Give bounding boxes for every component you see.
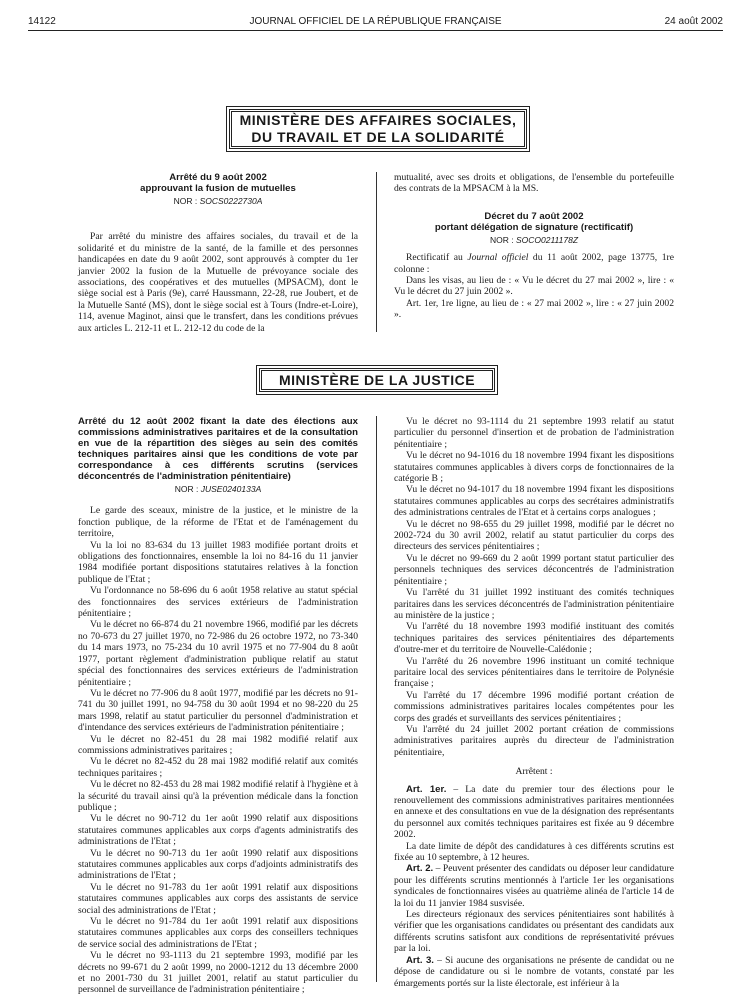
article-2-paragraph-2: Les directeurs régionaux des services pénitentiaires sont habilités à vérifier que les organisations candidates ou présentant des candidats aux différents scrutins satisfont aux conditions de représentativité prévues par la loi. [394, 909, 674, 955]
nor-reference [78, 196, 358, 207]
visa-paragraph: Vu le décret no 77-906 du 8 août 1977, modifié par les décrets no 91-741 du 30 juillet 1991, no 94-758 du 30 août 1994 et no 98-220 du 25 mars 1998, relatif au statut particulier du personnel d'administration et d'intendance des services extérieurs de l'administration pénitentiaire ; [78, 687, 358, 734]
visa-paragraph: Vu le décret no 93-1113 du 21 septembre 1993, modifié par les décrets no 99-671 du 2 août 1999, no 2000-1212 du 13 décembre 2000 et no 2001-730 du 31 juillet 2001, relatif au statut particulier du personnel de surveillance de l'administration pénitentiaire ; [78, 950, 358, 996]
ministry-line-1: MINISTÈRE DE LA JUSTICE [278, 372, 476, 388]
nor-label: NOR : [174, 484, 199, 494]
arrete-elections-left-column [78, 416, 358, 996]
article-1-paragraph-2: La date limite de dépôt des candidatures à ces différents scrutins est fixée au 10 septembre, à 12 heures. [394, 840, 674, 864]
arrete-elections-right-column [394, 416, 674, 989]
column-divider [376, 172, 377, 332]
arrete-body: Par arrêté du ministre des affaires sociales, du travail et de la solidarité et du ministre de la santé, de la famille et des personnes handicapées en date du 9 août 2002, sont approuvés à compter du 1er janvier 2002 la fusion de la Mutuelle de prévoyance sociale des associations, des coopératives et des mutuelles (MPSACM), dont le siège social est à Paris (9e), carré Haussmann, 22-28, rue Joubert, et de la Mutuelle Santé (MS), dont le siège social est à Tours (Indre-et-Loire), 114, avenue Maginot, ainsi que le transfert, dans les conditions prévues aux articles L. 212-11 et L. 212-12 du code de la [78, 231, 358, 334]
issue-date: 24 août 2002 [664, 16, 723, 27]
visa-paragraph: Vu la loi no 83-634 du 13 juillet 1983 modifiée portant droits et obligations des fonctionnaires, ensemble la loi no 84-16 du 11 janvier 1984 modifiée portant dispositions statutaires relatives à la fonction publique de l'Etat ; [78, 539, 358, 585]
decret-paragraph-2: Dans les visas, au lieu de : « Vu le décret du 27 mai 2002 », lire : « Vu le décret du 27 juin 2002 ». [394, 275, 674, 298]
arrete-title: Arrêté du 12 août 2002 fixant la date des élections aux commissions administratives paritaires et de la consultation en vue de la répartition des sièges au sein des comités techniques paritaires ainsi que les conditions de vote par correspondance à ces différents scrutins (services déconcentrés de l'administration pénitentiaire) [78, 416, 358, 482]
decret-paragraph-1: Rectificatif au Journal officiel du 11 août 2002, page 13775, 1re colonne : [394, 252, 674, 275]
page-number: 14122 [28, 16, 56, 27]
nor-code: SOCS0222730A [199, 196, 263, 206]
visa-paragraph: Vu le décret no 99-669 du 2 août 1999 portant statut particulier des personnels techniques des services déconcentrés de l'administration pénitentiaire ; [394, 552, 674, 587]
article-3: Art. 3. – Si aucune des organisations ne présente de candidat ou ne dépose de candidature ou si le nombre de votants, constaté par les émargements portés sur la liste électorale, est inférieur à la [394, 954, 674, 989]
visa-paragraph: Vu l'arrêté du 18 novembre 1993 modifié instituant des comités techniques paritaires des services pénitentiaires des départements d'outre-mer et du territoire de Nouvelle-Calédonie ; [394, 621, 674, 656]
decret-paragraph-3: Art. 1er, 1re ligne, au lieu de : « 27 mai 2002 », lire : « 27 juin 2002 ». [394, 297, 674, 321]
arrete-subtitle: approuvant la fusion de mutuelles [140, 183, 296, 194]
article-1-label: Art. 1er. [406, 783, 447, 795]
visa-paragraph: Vu l'arrêté du 24 juillet 2002 portant création de commissions administratives paritaires auprès du directeur de l'administration pénitentiaire, [394, 723, 674, 758]
ministry-line-1: MINISTÈRE DES AFFAIRES SOCIALES, [239, 112, 517, 128]
visa-paragraph: Vu le décret no 90-713 du 1er août 1990 relatif aux dispositions statutaires communes applicables aux corps d'adjoints administratifs des administrations de l'Etat ; [78, 847, 358, 882]
visa-paragraph: Vu le décret no 93-1114 du 21 septembre 1993 relatif au statut particulier du personnel d'insertion et de probation de l'administration pénitentiaire ; [394, 416, 674, 450]
nor-reference [78, 484, 358, 495]
visa-paragraph: Vu le décret no 66-874 du 21 novembre 1966, modifié par les décrets no 70-673 du 27 juillet 1970, no 72-986 du 26 octobre 1972, no 73-340 du 14 mars 1973, no 75-234 du 10 avril 1975 et no 77-904 du 8 août 1977, portant règlement d'administration publique relatif au statut spécial des fonctionnaires des services extérieurs de l'administration pénitentiaire ; [78, 619, 358, 688]
visa-paragraph: Vu le décret no 90-712 du 1er août 1990 relatif aux dispositions statutaires communes applicables aux corps d'agents administratifs des administrations de l'Etat ; [78, 813, 358, 848]
article-2: Art. 2. – Peuvent présenter des candidats ou déposer leur candidature pour les différents scrutins mentionnés à l'article 1er les organisations syndicales de fonctionnaires visées au quatrième alinéa de l'article 14 de la loi du 11 janvier 1984 susvisée. [394, 863, 674, 909]
visa-paragraph: Vu le décret no 94-1016 du 18 novembre 1994 fixant les dispositions statutaires communes applicables à divers corps de fonctionnaires de la catégorie B ; [394, 450, 674, 485]
arrete-fusion-mutuelles [78, 172, 358, 334]
nor-label: NOR : [489, 234, 514, 245]
article-2-label: Art. 2. [406, 863, 434, 875]
nor-reference [394, 235, 674, 246]
nor-code: SOCO0211178Z [515, 234, 579, 245]
journal-title: JOURNAL OFFICIEL DE LA RÉPUBLIQUE FRANÇAISE [249, 16, 502, 27]
arretent-heading: Arrêtent : [515, 766, 553, 778]
article-1: Art. 1er. – La date du premier tour des élections pour le renouvellement des commissions administratives paritaires mentionnées en annexe et des consultations en vue de la désignation des représentants du personnel aux comités techniques paritaires est fixée au 9 décembre 2002. [394, 783, 674, 841]
decret-title: Décret du 7 août 2002 [484, 210, 584, 222]
arrete-title: Arrêté du 9 août 2002 [169, 172, 267, 183]
decret-delegation-signature [394, 172, 674, 321]
ministry-line-2: DU TRAVAIL ET DE LA SOLIDARITÉ [251, 129, 505, 145]
arrete-continuation: mutualité, avec ses droits et obligations, de l'ensemble du portefeuille des contrats de la MPSACM à la MS. [394, 172, 674, 195]
visa-paragraph: Vu l'arrêté du 17 décembre 1996 modifié portant création de commissions administratives paritaires locales compétentes pour les corps des gradés et surveillants des services pénitentiaires ; [394, 689, 674, 724]
ministry-heading-affaires-sociales [226, 106, 530, 152]
visa-paragraph: Vu le décret no 91-784 du 1er août 1991 relatif aux dispositions statutaires communes applicables aux corps des conseillers techniques de service social des administrations de l'Etat ; [78, 916, 358, 950]
nor-code: JUSE0240133A [200, 484, 262, 494]
decret-subtitle: portant délégation de signature (rectificatif) [434, 221, 634, 233]
page-header [28, 14, 723, 31]
nor-label: NOR : [173, 196, 198, 206]
visa-paragraph: Vu le décret no 82-452 du 28 mai 1982 modifié relatif aux comités techniques paritaires ; [78, 756, 358, 779]
ministry-heading-justice [256, 365, 498, 395]
visa-paragraph: Vu le décret no 91-783 du 1er août 1991 relatif aux dispositions statutaires communes applicables aux corps des assistants de service social des administrations de l'Etat ; [78, 881, 358, 916]
visa-paragraph: Vu l'ordonnance no 58-696 du 6 août 1958 relative au statut spécial des fonctionnaires des services extérieurs de l'administration pénitentiaire ; [78, 585, 358, 620]
article-3-label: Art. 3. [406, 954, 434, 966]
visa-paragraph: Vu le décret no 98-655 du 29 juillet 1998, modifié par le décret no 2002-724 du 30 avril 2002, relatif au statut particulier du corps des directeurs des services pénitentiaires ; [394, 518, 674, 553]
column-divider [376, 416, 377, 982]
visa-paragraph: Vu le décret no 82-453 du 28 mai 1982 modifié relatif à l'hygiène et à la sécurité du travail ainsi qu'à la prévention médicale dans la fonction publique ; [78, 779, 358, 813]
visa-paragraph: Vu l'arrêté du 31 juillet 1992 instituant des comités techniques paritaires dans les services déconcentrés de l'administration pénitentiaire au ministère de la justice ; [394, 587, 674, 621]
visa-paragraph: Le garde des sceaux, ministre de la justice, et le ministre de la fonction publique, de la réforme de l'Etat et de l'aménagement du territoire, [78, 505, 358, 540]
visa-paragraph: Vu le décret no 82-451 du 28 mai 1982 modifié relatif aux commissions administratives paritaires ; [78, 733, 358, 756]
visa-paragraph: Vu le décret no 94-1017 du 18 novembre 1994 fixant les dispositions statutaires communes applicables au corps des secrétaires administratifs des administrations centrales de l'Etat et à certains corps analogues ; [394, 484, 674, 519]
visa-paragraph: Vu l'arrêté du 26 novembre 1996 instituant un comité technique paritaire local des services pénitentiaires dans le territoire de Polynésie française ; [394, 655, 674, 690]
